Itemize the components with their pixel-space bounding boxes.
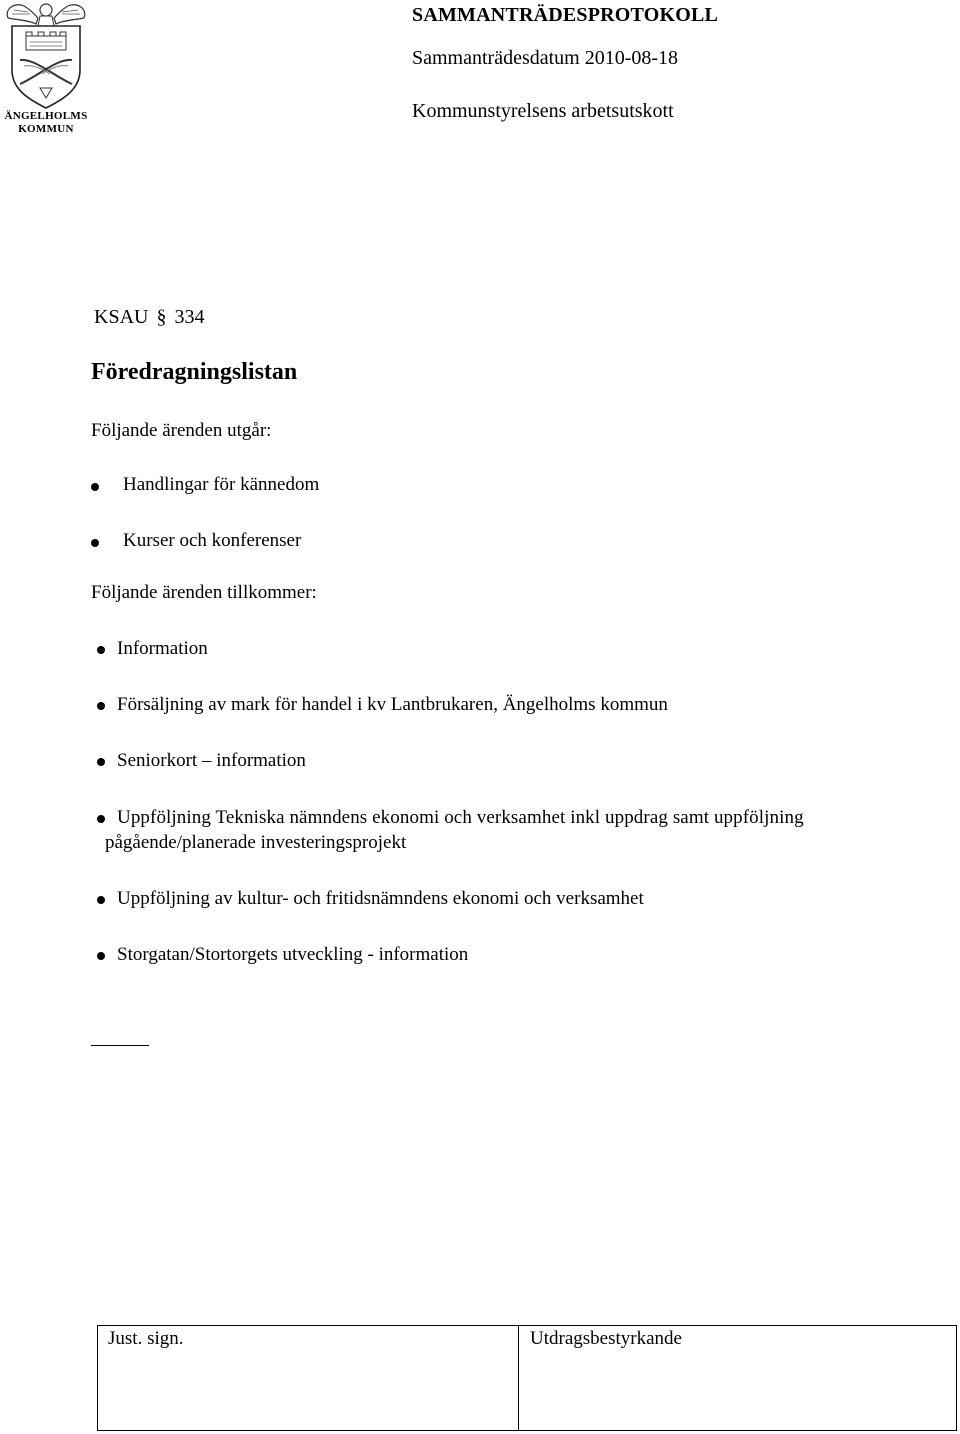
bullet-icon: [97, 896, 105, 904]
protocol-title: SAMMANTRÄDESPROTOKOLL: [412, 4, 719, 26]
paragraph-reference: [94, 306, 204, 329]
page-title: Föredragningslistan: [91, 359, 298, 385]
bullet-icon: [97, 815, 105, 823]
signature-box: [97, 1325, 957, 1431]
list-item-label: Storgatan/Stortorgets utveckling - information: [117, 944, 469, 965]
committee-name: Kommunstyrelsens arbetsutskott: [412, 100, 674, 122]
municipality-logo: [0, 0, 92, 140]
paragraph-number: 334: [174, 306, 205, 328]
bullet-icon: [97, 758, 105, 766]
bullet-icon: [97, 646, 105, 654]
list-item-label: Handlingar för kännedom: [123, 474, 320, 495]
section-symbol: §: [156, 306, 167, 328]
list-item-label: Seniorkort – information: [117, 750, 306, 771]
bullet-icon: [97, 952, 105, 960]
paragraph-prefix: KSAU: [94, 306, 149, 328]
list-item-continuation: pågående/planerade investeringsprojekt: [105, 832, 407, 853]
removed-heading: Följande ärenden utgår:: [91, 420, 272, 441]
list-item-label: Uppföljning av kultur- och fritidsnämndens ekonomi och verksamhet: [117, 888, 644, 909]
logo-text-line2: KOMMUN: [18, 123, 74, 135]
justification-signature-label: Just. sign.: [108, 1328, 184, 1349]
signature-box-divider: [518, 1326, 519, 1430]
bullet-icon: [91, 539, 99, 547]
list-item-label: Information: [117, 638, 208, 659]
list-item-label: Uppföljning Tekniska nämndens ekonomi och verksamhet inkl uppdrag samt uppföljning: [117, 807, 804, 828]
logo-text-line1: ÄNGELHOLMS: [4, 110, 88, 122]
coat-of-arms-icon: [0, 0, 92, 112]
bullet-icon: [97, 702, 105, 710]
bullet-icon: [91, 483, 99, 491]
list-item-label: Försäljning av mark för handel i kv Lantbrukaren, Ängelholms kommun: [117, 694, 668, 715]
list-item-label: Kurser och konferenser: [123, 530, 302, 551]
added-heading: Följande ärenden tillkommer:: [91, 582, 317, 603]
section-separator: [91, 1045, 149, 1046]
meeting-date: Sammanträdesdatum 2010-08-18: [412, 47, 679, 69]
extract-certification-label: Utdragsbestyrkande: [530, 1328, 682, 1349]
